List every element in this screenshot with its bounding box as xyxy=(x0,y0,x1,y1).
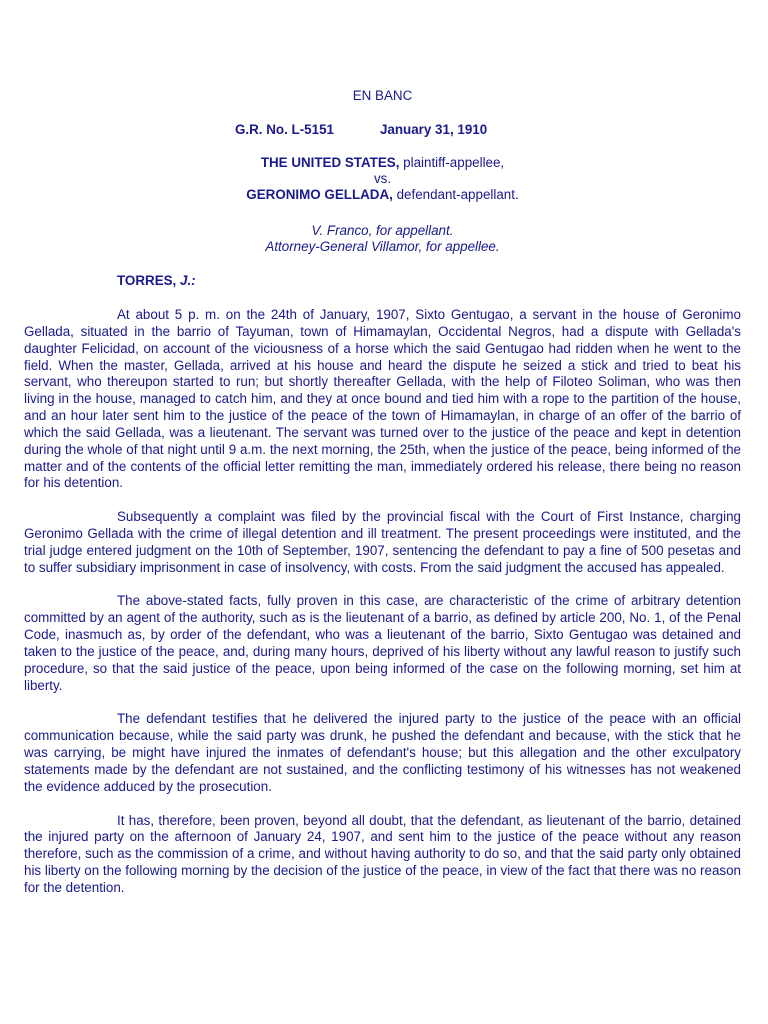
decision-date: January 31, 1910 xyxy=(379,122,488,137)
counsel-block xyxy=(24,223,741,255)
case-parties xyxy=(24,155,741,203)
document-page xyxy=(24,0,741,1024)
ponente-name: TORRES, xyxy=(117,273,180,288)
paragraph: It has, therefore, been proven, beyond all doubt, that the defendant, as lieutenant of the barrio, detained the injured party on the afternoon of January 24, 1907, and sent him to the justice of the peace without any reason therefore, such as the commission of a crime, and without having authority to do so, and that the said party only obtained his liberty on the following morning by the decision of the justice of the peace, in view of the fact that there was no reason for the detention. xyxy=(24,812,741,895)
paragraph: The defendant testifies that he delivered the injured party to the justice of the peace with an official communication because, while the said party was drunk, he pushed the defendant and because, with the stick that he was carrying, be might have injured the inmates of defendant's house; but this allegation and the other exculpatory statements made by the defendant are not sustained, and the conflicting testimony of his witnesses has not weakened the evidence adduced by the prosecution. xyxy=(24,711,741,794)
plaintiff-role: plaintiff-appellee, xyxy=(399,155,505,170)
appellant-counsel: V. Franco, for appellant. xyxy=(311,223,454,238)
defendant-name: GERONIMO GELLADA, xyxy=(246,187,393,202)
versus-line: vs. xyxy=(373,171,392,186)
defendant-line xyxy=(24,187,741,203)
court-division: EN BANC xyxy=(352,88,413,103)
ponente-suffix: J.: xyxy=(180,273,196,288)
defendant-role: defendant-appellant. xyxy=(392,187,519,202)
paragraph: At about 5 p. m. on the 24th of January, 1907, Sixto Gentugao, a servant in the house of Geronimo Gellada, situated in the barrio of Tayuman, town of Himamaylan, Occidental Negros, had a dispute with Gellada's daughter Felicidad, on account of the viciousness of a horse which the said Gentugao had ridden when he went to the field. When the master, Gellada, arrived at his house and heard the dispute he seized a stick and tried to beat his servant, who thereupon started to run; but shortly thereafter Gellada, with the help of Filoteo Soliman, who was then living in the house, managed to catch him, and they at once bound and tied him with a rope to the partition of the house, and an hour later sent him to the justice of the peace of the town of Himamaylan, in charge of an offer of the barrio of which the said Gellada, was a lieutenant. The servant was turned over to the justice of the peace and kept in detention during the whole of that night until 9 a.m. the next morning, the 25th, when the justice of the peace, being informed of the matter and of the contents of the official letter remitting the man, immediately ordered his release, there being no reason for his detention. xyxy=(24,307,741,491)
ponente xyxy=(117,273,196,289)
gr-number: G.R. No. L-5151 xyxy=(235,122,334,137)
decision-body xyxy=(24,307,741,914)
appellee-counsel: Attorney-General Villamor, for appellee. xyxy=(265,239,500,254)
paragraph: The above-stated facts, fully proven in this case, are characteristic of the crime of arbitrary detention committed by an agent of the authority, such as is the lieutenant of a barrio, as defined by article 200, No. 1, of the Penal Code, inasmuch as, by order of the defendant, who was a lieutenant of the barrio, Sixto Gentugao was detained and taken to the justice of the peace, and, during many hours, deprived of his liberty without any lawful reason to justify such procedure, so that the said justice of the peace, upon being informed of the case on the following morning, set him at liberty. xyxy=(24,593,741,693)
plaintiff-name: THE UNITED STATES, xyxy=(260,155,400,170)
case-caption-line xyxy=(235,122,487,138)
paragraph: Subsequently a complaint was filed by the provincial fiscal with the Court of First Instance, charging Geronimo Gellada with the crime of illegal detention and ill treatment. The present proceedings were instituted, and the trial judge entered judgment on the 10th of September, 1907, sentencing the defendant to pay a fine of 500 pesetas and to suffer subsidiary imprisonment in case of insolvency, with costs. From the said judgment the accused has appealed. xyxy=(24,509,741,575)
plaintiff-line xyxy=(24,155,741,171)
